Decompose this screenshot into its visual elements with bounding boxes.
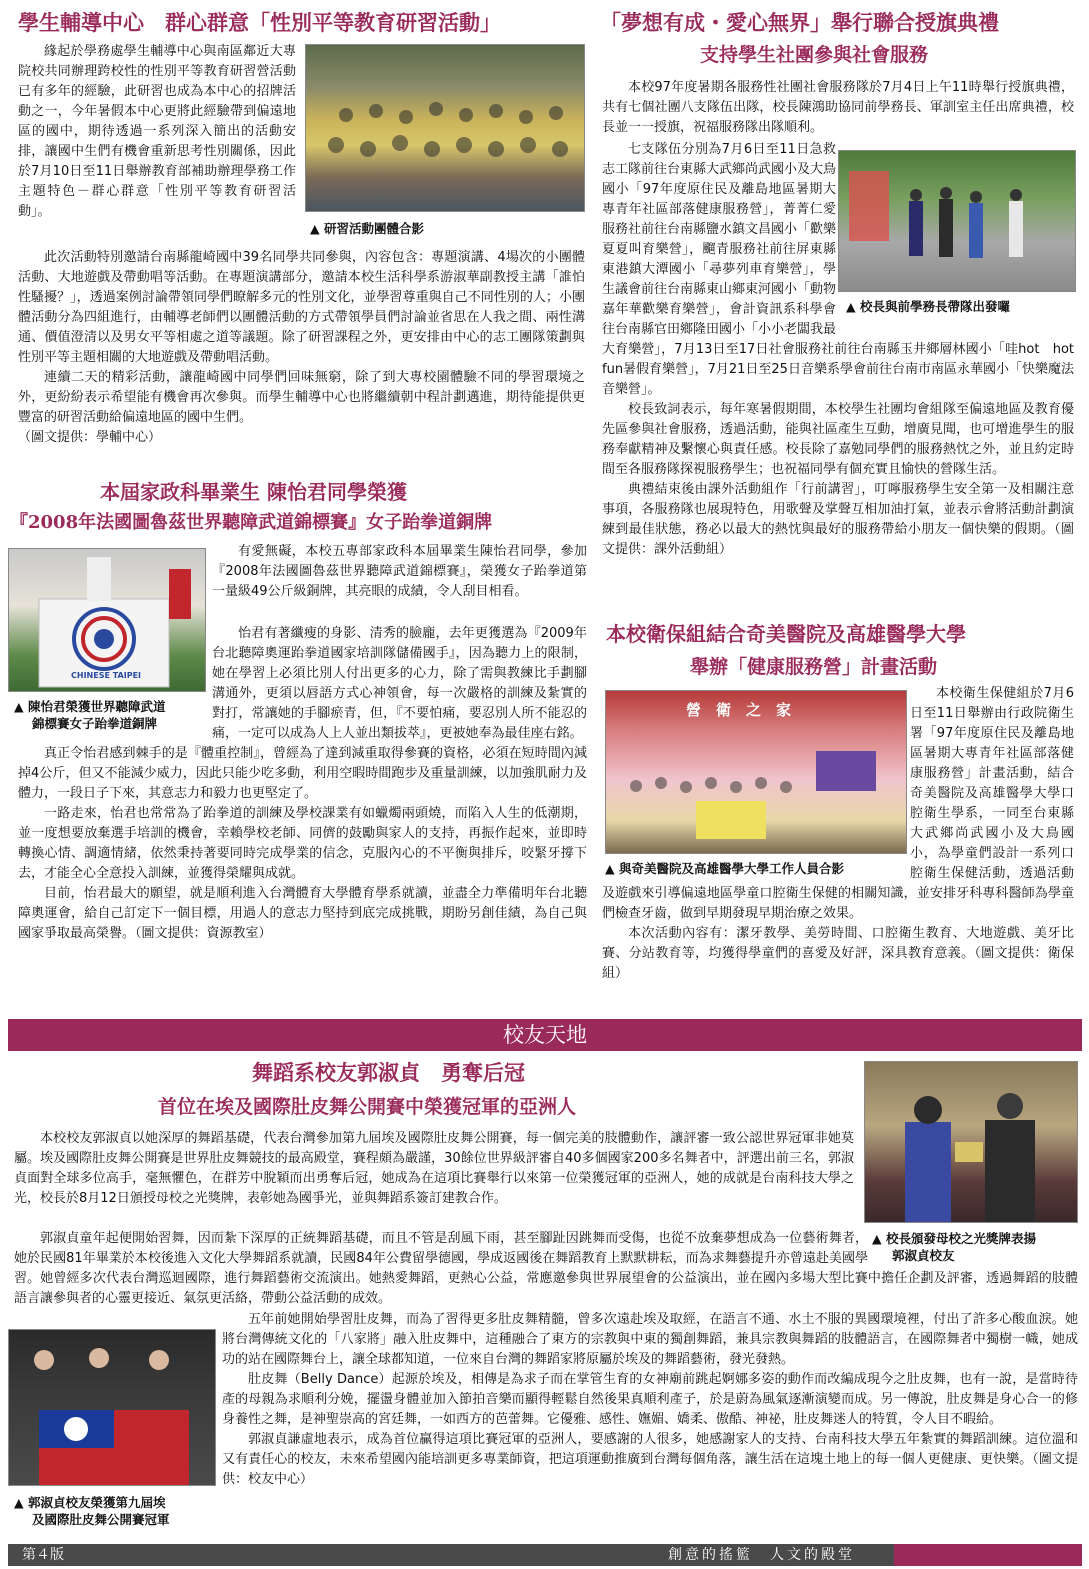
a5-title: 舞蹈系校友郭淑貞 勇奪后冠 [252,1060,525,1085]
a4-title: 本校衛保組結合奇美醫院及高雄醫學大學 [606,622,966,646]
a5-body-top [14,1129,854,1209]
a1-credit: （圖文提供：學輔中心） [18,430,162,445]
a2-paragraph: 一路走來，怡君也常常為了跆拳道的訓練及學校課業有如蠟燭兩頭燒，而陷入人生的低潮期，並一度想要放棄選手培訓的機會，幸賴學校老師、同儕的鼓勵與家人的支持，再振作起來，並即時轉換心情、調適情緒，依然秉持著要同時完成學業的信念，克服內心的不平衡與排斥，咬緊牙撐下去，才能全心全意投入訓練，並獲得榮耀與成就。 [18,806,587,881]
a3-title: 「夢想有成・愛心無界」舉行聯合授旗典禮 [600,10,999,35]
flag-label: CHINESE TAIPEI [71,671,142,680]
a5-paragraph: 肚皮舞（Belly Dance）起源於埃及，相傳是為求子而在掌管生育的女神廟前跳起婀娜多姿的動作而改編成現今之肚皮舞，也有一說，是當時待產的母親為求順利分娩，擺盪身體並加入節拍音樂而顯得輕鬆自然後果真順利產子，於是蔚為風氣逐漸演變而成。另一傳說，肚皮舞是身心合一的修身養性之舞，是神聖崇高的宮廷舞，一如西方的芭蕾舞。它優雅、感性、嫵媚、嬌柔、傲酷、神祕，肚皮舞迷人的特質，令人目不暇給。 [222,1372,1078,1427]
a3-paragraph: 七支隊伍分別為7月6日至11日急救志工隊前往台東縣大武鄉尚武國小及大鳥國小「97年度原住民及離島地區暑期大專青年社區部落健康服務營」，菁菁仁愛服務社前往台南縣鹽水鎮文昌國小「歡樂夏夏叫育樂營」，飀青服務社前往屏東縣東港鎮大潭國小「尋夢列車育樂營」，學生議會前往台南縣東山鄉東河國小「動物嘉年華歡樂育樂營」，會計資訊系科學會往台南縣官田鄉隆田國小「小小老闆我最大育樂營」，7月13日至17日社會服務社前往台南縣玉井鄉層林國小「哇hot hot fun暑假育樂營」，7月21日至25日音樂系學會前往台南市南區永華國小「快樂魔法音樂營」。 [602,142,1088,397]
a5-body-mid [14,1229,1078,1309]
a4-paragraph: 本校衛生保健組於7月6日至11日舉辦由行政院衛生署「97年度原住民及離島地區暑期大專青年社區部落健康服務營」計畫活動，結合奇美醫院及高雄醫學大學口腔衛生學系，一同至台東縣大武鄉尚武國小及大鳥國小，為學童們設計一系列口腔衛生保健活動，透過活動及遊戲來引導偏遠地區學童口腔衛生保健的相關知識，並安排牙科專科醫師為學童們檢查牙齒，做到早期發現早期治療之效果。 [602,686,1074,921]
a2-body-right [212,542,587,602]
a3-body-main [602,140,1088,560]
a2-caption-line: ▲ 陳怡君榮獲世界聽障武道 [14,699,166,714]
a3-paragraph: 校長致詞表示，每年寒暑假期間，本校學生社團均會組隊至偏遠地區及教育優先區參與社會服務，透過活動，能與社區產生互動，增廣見聞，也可增進學生的服務奉獻精神及繫懷心與責任感。校長除了嘉勉同學們的服務熱忱之外，並且約定時間至各服務隊探視服務學生；也祝福同學有個充實且愉快的營隊生活。 [602,402,1074,477]
a1-title: 學生輔導中心 群心群意「性別平等教育研習活動」 [18,10,501,35]
a5-paragraph: 五年前她開始學習肚皮舞，而為了習得更多肚皮舞精髓，曾多次遠赴埃及取經，在語言不通、水土不服的異國環境裡，付出了許多心酸血淚。她將台灣傳統文化的「八家將」融入肚皮舞中，這種融合了東方的宗教與中東的獨創舞蹈，兼具宗教與舞蹈的肢體語言，在國際舞者中獨樹一幟，她成功的站在國際舞台上，讓全球都知道，一位來自台灣的舞蹈家將原屬於埃及的舞蹈藝術，發光發熱。 [222,1312,1078,1367]
a5-photo-right [864,1061,1078,1223]
a1-paragraph: 連續二天的精彩活動，讓龍崎國中同學們回味無窮，除了到大專校園體驗不同的學習環境之外，更紛紛表示希望能有機會再次參與。而學生輔導中心也將繼續朝中程計劃邁進，期待能提供更豐富的研習活動給偏遠地區的國中生們。 [18,370,585,425]
a1-caption: ▲ 研習活動團體合影 [310,221,424,236]
a5-float-spacer [868,1229,1078,1265]
a4-subtitle: 舉辦「健康服務營」計畫活動 [690,656,938,678]
a3-caption: ▲ 校長與前學務長帶隊出發囉 [846,299,1010,314]
a5-caption-line: 及國際肚皮舞公開賽冠軍 [32,1512,170,1527]
a4-caption: ▲ 與奇美醫院及高雄醫學大學工作人員合影 [605,861,844,876]
a1-paragraph: 緣起於學務處學生輔導中心與南區鄰近大專院校共同辦理跨校性的性別平等教育研習營活動已有多年的經驗，此研習也成為本中心的招牌活動之一，今年暑假本中心更將此經驗帶到偏遠地區的國中，期待透過一系列深入簡出的活動安排，讓國中生們有機會重新思考性別關係，因此於7月10日至11日舉辦教育部補助辦理學務工作主題特色－群心群意「性別平等教育研習活動」。 [18,44,296,219]
a5-body-bottom [222,1310,1078,1490]
a1-paragraph: 此次活動特別邀請台南縣龍崎國中39名同學共同參與，內容包含：專題演講、4場次的小團體活動、大地遊戲及帶動唱等活動。在專題演講部分，邀請本校生活科學系游淑華副教授主講「誰怕性騷擾？」，透過案例討論帶領同學們瞭解多元的性別文化，並學習尊重與自己不同性別的人；小團體活動分為四組進行，由輔導老師們以團體活動的方式帶領學員們討論並省思在人我之間、兩性溝通、價值澄清以及男女平等相處之道等議題。除了研習課程之外，更安排由中心的志工團隊策劃與性別平等主題相關的大地遊戲及帶動唱活動。 [18,250,585,365]
a2-subtitle: 『2008年法國圖魯茲世界聽障武道錦標賽』女子跆拳道銅牌 [10,512,493,533]
award-photo-graphic [865,1062,1077,1222]
a5-paragraph: 郭淑貞童年起便開始習舞，因而紮下深厚的正統舞蹈基礎，而且不管是刮風下雨，甚至腳趾因跳舞而受傷，也從不放棄夢想成為一位藝術舞者，她於民國81年畢業於本校後進入文化大學舞蹈系就讀，民國84年公費留學德國，學成返國後在舞蹈教育上默默耕耘，而為求舞藝提升亦曾遠赴美國學習。她曾經多次代表台灣巡迴國際，進行舞蹈藝術交流演出。她熱愛舞蹈，更熱心公益，常應邀參與世界展望會的公益演出，並在國內多場大型比賽中擔任企劃及評審，透過舞蹈的肢體語言讓參與者的心靈更接近、氣氛更活絡，帶動公益活動的成效。 [14,1231,1078,1306]
a4-float-spacer [602,684,910,880]
a5-paragraph: 郭淑貞謙虛地表示，成為首位贏得這項比賽冠軍的亞洲人，要感謝的人很多，她感謝家人的支持、台南科技大學五年紮實的舞蹈訓練。這位溫和又有責任心的校友，未來希望國內能培訓更多專業師資，把這項運動推廣到台灣每個角落，讓生活在這塊土地上的每一個人更健康、更快樂。（圖文提供：校友中心） [222,1432,1078,1487]
a5-caption-line: ▲ 校長頒發母校之光獎牌表揚 [872,1231,1036,1246]
a3-body-top [602,78,1074,138]
a4-body [602,684,1074,984]
a5-subtitle: 首位在埃及國際肚皮舞公開賽中榮獲冠軍的亞洲人 [158,1096,577,1118]
roc-flag-graphic [9,1330,215,1485]
a2-paragraph: 怡君有著纖瘦的身影、清秀的臉龐，去年更獲選為『2009年台北聽障奧運跆拳道國家培訓隊儲備國手』，因為聽力上的限制，她在學習上必須比別人付出更多的心力，除了需與教練比手劃腳溝通外，更須以唇語方式心神領會，每一次嚴格的訓練及紮實的對打，常讓她的手腳瘀青，但，『不要怕痛，要忍別人所不能忍的痛，一定可以成為人上人並出類拔萃』，更被她奉為最佳座右銘。 [212,626,587,741]
a3-paragraph: 本校97年度暑期各服務性社團社會服務隊於7月4日上午11時舉行授旗典禮，共有七個社團八支隊伍出隊，校長陳鴻助協同前學務長、軍訓室主任出席典禮，校長並一一授旗，祝福服務隊出隊順利。 [602,80,1074,135]
group-photo-graphic [306,45,584,211]
a1-photo [305,44,585,212]
a4-paragraph: 本次活動內容有：潔牙教學、美勞時間、口腔衛生教育、大地遊戲、美牙比賽、分站教育等，均獲得學童們的喜愛及好評，深具教育意義。（圖文提供：衛保組） [602,926,1074,981]
footer-accent-block [894,1544,1082,1566]
a2-body-main [18,624,587,944]
a1-body-top [18,42,296,222]
a5-photo-left [8,1329,216,1486]
a2-caption-line: 錦標賽女子跆拳道銅牌 [32,716,158,731]
a2-paragraph: 目前，怡君最大的願望，就是順利進入台灣體育大學體育學系就讀，並盡全力準備明年台北聽障奧運會，給自己訂定下一個目標，用過人的意志力堅持到底完成挑戰，期盼另創佳績，為自己與國家爭取最高榮譽。（圖文提供：資源教室） [18,886,587,941]
section-band-alumni: 校友天地 [8,1019,1082,1051]
footer-bar [8,1544,1082,1566]
a5-caption-left [14,1494,220,1528]
a5-caption-line: 郭淑貞校友 [892,1248,955,1263]
a2-title: 本屆家政科畢業生 陳怡君同學榮獲 [100,480,407,504]
footer-slogan: 創意的搖籃 人文的殿堂 [668,1547,855,1563]
a2-float-spacer [18,624,212,728]
a3-subtitle: 支持學生社團參與社會服務 [700,44,929,66]
a3-paragraph: 典禮結束後由課外活動組作「行前講習」，叮嚀服務學生安全第一及相關注意事項，各服務隊也展現特色，用歌聲及掌聲互相加油打氣，並表示會將活動計劃演練到最佳狀態，務必以最大的熱忱與最好的服務帶給小朋友一個快樂的假期。（圖文提供：課外活動組） [602,482,1074,557]
a2-paragraph: 真正令怡君感到棘手的是『體重控制』，曾經為了達到減重取得參賽的資格，必須在短時間內減掉4公斤，但又不能減少威力，因此只能少吃多動，利用空暇時間跑步及重量訓練，以加強肌耐力及體力，一段日子下來，其意志力和毅力也更堅定了。 [18,746,587,801]
a4-photo-banner: 營 衛 之 家 [686,701,792,719]
a2-paragraph: 有愛無礙，本校五專部家政科本屆畢業生陳怡君同學，參加『2008年法國圖魯茲世界聽障武道錦標賽』，榮獲女子跆拳道第一量級49公斤級銅牌，其亮眼的成績，令人刮目相看。 [212,544,587,599]
a5-paragraph: 本校校友郭淑貞以她深厚的舞蹈基礎，代表台灣參加第九屆埃及國際肚皮舞公開賽，每一個完美的肢體動作，讓評審一致公認世界冠軍非她莫屬。埃及國際肚皮舞公開賽是世界肚皮舞競技的最高殿堂，賽程頗為嚴謹，30餘位世界級評審自40多個國家200多名舞者中，評選出前三名，郭淑貞面對全球多位高手，毫無懼色，在群芳中脫穎而出勇奪后冠，她成為在這項比賽舉行以來第一位榮獲冠軍的亞洲人，她的成就是台南科技大學之光，校長於8月12日頒授母校之光獎牌，表彰她為國爭光，並與舞蹈系簽訂建教合作。 [14,1131,854,1206]
a5-caption-line: ▲ 郭淑貞校友榮獲第九屆埃 [14,1495,166,1510]
a1-body-bottom [18,248,585,448]
page-number: 第４版 [22,1547,64,1563]
a3-float-spacer [836,140,1074,322]
